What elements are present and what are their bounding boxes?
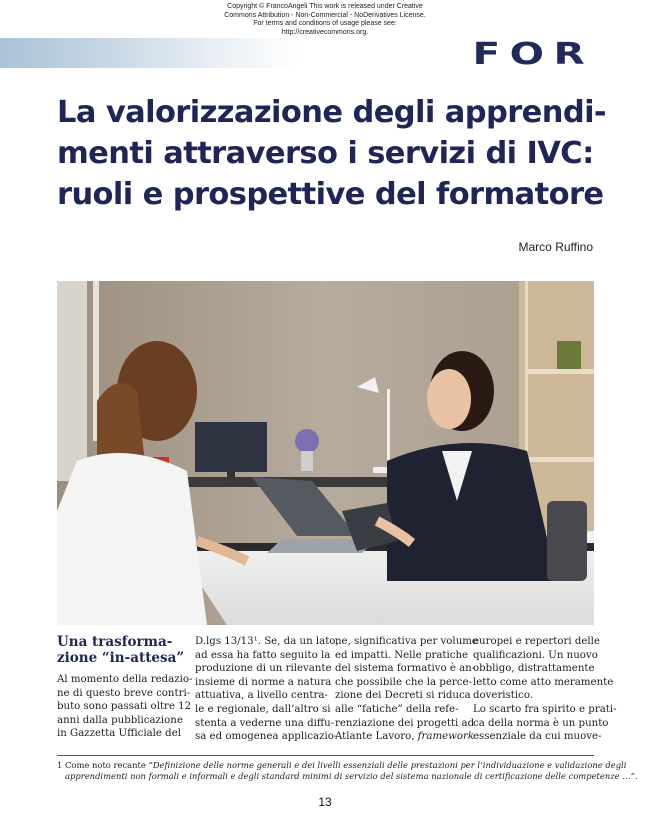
text-column-3 [335, 635, 478, 744]
copyright-line: Copyright © FrancoAngeli This work is released under Creative [227, 3, 423, 10]
copyright-notice [200, 3, 450, 37]
text-line: doveristico. [473, 690, 534, 702]
text-line: D.lgs 13/13¹. Se, da un lato, [195, 636, 339, 647]
text-line: le e regionale, dall’altro si [195, 703, 331, 715]
article-title [57, 92, 617, 215]
text-line: stenta a vederne una diffu- [195, 717, 335, 729]
title-line: La valorizzazione degli apprendi- [57, 95, 606, 130]
text-line: zione dei Decreti si riduca [335, 690, 471, 702]
text-line: del sistema formativo è an- [335, 663, 476, 675]
text-line: Al momento della redazio- [57, 674, 193, 685]
copyright-line: For terms and conditions of usage please see: [253, 20, 397, 27]
text-column-2 [195, 635, 339, 744]
text-line: attuativa, a livello centra- [195, 690, 328, 702]
text-line: in Gazzetta Ufficiale del [57, 728, 181, 740]
footnote-suffix: . [634, 771, 638, 781]
article-body [57, 634, 617, 747]
text-line: ne, significativa per volume [335, 636, 478, 647]
article-author: Marco Ruffino [518, 240, 593, 254]
header-gradient-band [0, 38, 300, 68]
text-line: ad essa ha fatto seguito la [195, 649, 331, 661]
text-column-1 [57, 634, 193, 741]
title-line: menti attraverso i servizi di IVC: [57, 136, 594, 171]
text-line: qualificazioni. Un nuovo [473, 649, 598, 661]
copyright-line: Commons Attribution - Non-Commercial - NoDerivatives License. [224, 11, 426, 19]
text-line: renziazione dei progetti ad [335, 717, 475, 729]
article-photo [57, 281, 594, 625]
text-line: Atlante Lavoro, framework [335, 731, 475, 743]
text-line: obbligo, distrattamente [473, 663, 595, 675]
text-line: alle “fatiche” della refe- [335, 703, 459, 715]
footnote-quote-line-2: apprendimenti non formali e informali e degli standard minimi di servizio del sistema nazionale di certificazione delle competenze …” [65, 771, 635, 781]
footnote-quote-line-1: “Definizione delle norme generali e dei livelli essenziali delle prestazioni per l’individuazione e validazione degli [148, 760, 627, 770]
text-line: ca della norma è un punto [473, 717, 609, 729]
text-line: sa ed omogenea applicazio- [195, 731, 338, 743]
text-line: che possibile che la perce- [335, 676, 472, 688]
section-heading-line: zione “in-attesa” [57, 649, 185, 666]
text-line: ed impatti. Nelle pratiche [335, 649, 469, 661]
title-line: ruoli e prospettive del formatore [57, 177, 604, 212]
text-line: anni dalla pubblicazione [57, 714, 183, 726]
text-line: produzione di un rilevante [195, 663, 332, 675]
text-line: Lo scarto fra spirito e prati- [473, 703, 617, 715]
text-line: insieme di norme a natura [195, 676, 332, 688]
copyright-line: http://creativecommons.org. [281, 28, 369, 36]
footnote [57, 760, 638, 782]
section-heading-line: Una trasforma- [57, 634, 173, 650]
text-column-4 [473, 635, 617, 744]
text-line: letto come atto meramente [473, 676, 614, 688]
footnote-number: 1 [57, 760, 63, 770]
text-line: essenziale da cui muove- [473, 731, 602, 743]
page-number: 13 [318, 795, 332, 809]
footnote-prefix: Come noto recante [65, 760, 149, 770]
magazine-logo: FOR [472, 37, 594, 72]
footnote-divider [57, 755, 594, 756]
text-line: buto sono passati oltre 12 [57, 701, 192, 713]
section-heading [57, 634, 185, 666]
text-line: ne di questo breve contri- [57, 687, 191, 699]
text-line: europei e repertori delle [473, 636, 600, 647]
